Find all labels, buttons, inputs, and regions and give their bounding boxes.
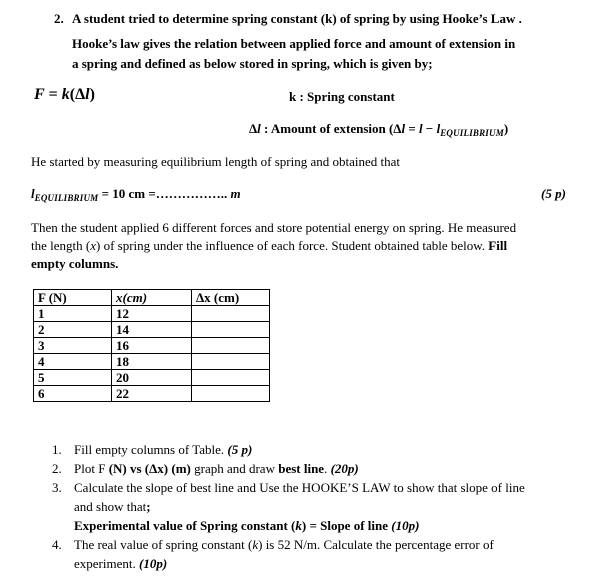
cell-length: 18	[112, 354, 192, 370]
cell-force: 5	[34, 370, 112, 386]
question-number: 2.	[54, 11, 64, 26]
cell-extension[interactable]	[192, 354, 270, 370]
cell-extension[interactable]	[192, 386, 270, 402]
cell-length: 16	[112, 338, 192, 354]
table-row	[34, 322, 270, 338]
task-item: 2. Plot F (N) vs (Δx) (m) graph and draw best line. (20p)	[52, 461, 359, 476]
question-intro-line-2: Hooke’s law gives the relation between applied force and amount of extension in	[72, 36, 516, 51]
task-item: 1. Fill empty columns of Table. (5 p)	[52, 442, 253, 457]
extension-definition: Δl : Amount of extension $(\Delta l = l - l_{EQUILIBRIUM})$	[249, 121, 509, 138]
question-intro-line-1: A student tried to determine spring constant (k) of spring by using Hooke’s Law .	[72, 11, 522, 26]
hookes-law-formula: F = k(Δl)	[34, 86, 95, 103]
spring-constant-definition: k : Spring constant	[289, 89, 395, 104]
experiment-description: Then the student applied 6 different forces and store potential energy on spring. He measured the length (x) of spring under the influence of each force. Student obtained table below. Fill empty columns.	[31, 220, 517, 271]
task-item: 4. The real value of spring constant (k) is 52 N/m. Calculate the percentage error of experiment. (10p)	[52, 537, 494, 571]
table-header-row	[34, 290, 270, 306]
cell-extension[interactable]	[192, 306, 270, 322]
data-table	[33, 289, 270, 402]
cell-force: 3	[34, 338, 112, 354]
table-row	[34, 306, 270, 322]
task-item: 3. Calculate the slope of best line and Use the HOOKE’S LAW to show that slope of line and show that; Experimental value of Spring constant (k) = Slope of line (10p)	[52, 480, 525, 533]
cell-extension[interactable]	[192, 370, 270, 386]
cell-extension[interactable]	[192, 322, 270, 338]
table-row	[34, 386, 270, 402]
table-row	[34, 338, 270, 354]
table-row	[34, 354, 270, 370]
table-row	[34, 370, 270, 386]
cell-force: 2	[34, 322, 112, 338]
cell-force: 4	[34, 354, 112, 370]
task-number: 4.	[52, 537, 62, 552]
cell-length: 14	[112, 322, 192, 338]
task-number: 1.	[52, 442, 62, 457]
cell-force: 1	[34, 306, 112, 322]
task-number: 3.	[52, 480, 62, 495]
header-force: F (N)	[34, 290, 112, 306]
equilibrium-length-question: $l_{EQUILIBRIUM} = 10$ cm =…………….. m	[31, 186, 241, 203]
equilibrium-points: (5 p)	[541, 186, 566, 201]
header-extension: Δx (cm)	[192, 290, 270, 306]
equilibrium-intro: He started by measuring equilibrium length of spring and obtained that	[31, 154, 400, 169]
header-length: x(cm)	[112, 290, 192, 306]
cell-force: 6	[34, 386, 112, 402]
task-number: 2.	[52, 461, 62, 476]
cell-length: 20	[112, 370, 192, 386]
cell-length: 12	[112, 306, 192, 322]
task-list	[34, 440, 584, 573]
cell-extension[interactable]	[192, 338, 270, 354]
question-intro-line-3: a spring and defined as below stored in spring, which is given by;	[72, 56, 433, 71]
cell-length: 22	[112, 386, 192, 402]
